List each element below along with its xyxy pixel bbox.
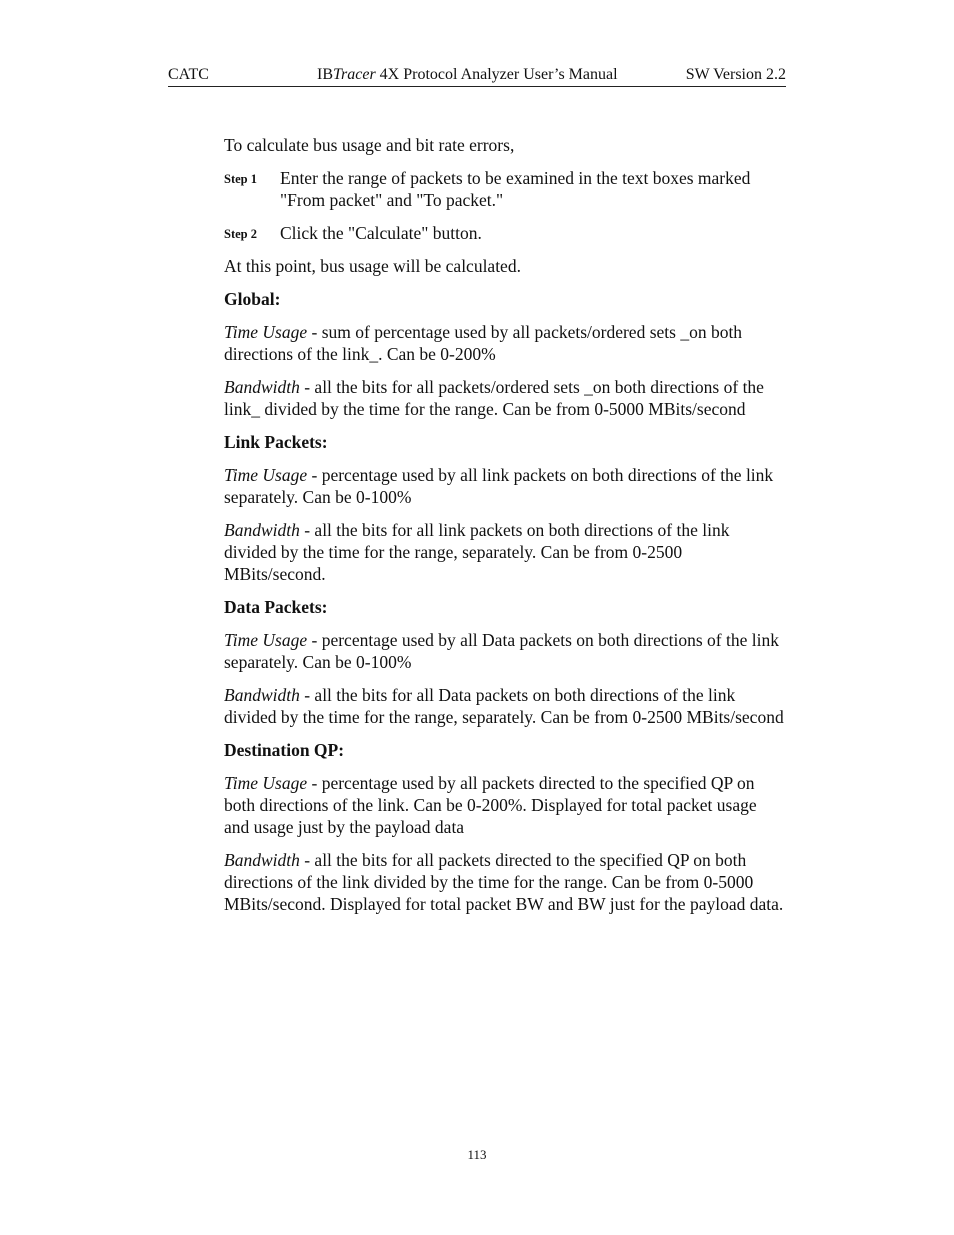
definition-term: Time Usage [224, 630, 308, 650]
header-title-italic: Tracer [333, 66, 376, 83]
section-heading-data-packets: Data Packets: [224, 597, 328, 617]
definition-text: - all the bits for all Data packets on both directions of the link divided by the time for the range, separately. Can be from 0-2500 MBits/second [224, 685, 784, 727]
step-item [224, 222, 786, 244]
header-title [317, 64, 618, 86]
step-text: Enter the range of packets to be examined in the text boxes marked "From packet" and "To packet." [280, 168, 751, 210]
header-company: CATC [168, 66, 209, 83]
definition-paragraph [224, 849, 786, 915]
header-title-suffix: 4X Protocol Analyzer User’s Manual [375, 66, 618, 83]
definition-text: - sum of percentage used by all packets/ordered sets _on both directions of the link_. Can be 0-200% [224, 322, 743, 364]
definition-text: - percentage used by all packets directed to the specified QP on both directions of the link. Can be 0-200%. Displayed for total packet usage and usage just by the payload data [224, 773, 757, 837]
definition-text: - percentage used by all link packets on both directions of the link separately. Can be 0-100% [224, 465, 774, 507]
definition-paragraph [224, 464, 786, 508]
step-item [224, 167, 786, 211]
definition-term: Bandwidth [224, 685, 300, 705]
step-label: Step 2 [224, 227, 257, 241]
intro-text: To calculate bus usage and bit rate errors, [224, 135, 515, 155]
header-version: SW Version 2.2 [685, 66, 786, 83]
header-title-prefix: IB [317, 66, 333, 83]
definition-text: - percentage used by all Data packets on both directions of the link separately. Can be 0-100% [224, 630, 779, 672]
definition-term: Time Usage [224, 465, 308, 485]
page-header [168, 64, 786, 87]
after-steps-text: At this point, bus usage will be calculated. [224, 256, 521, 276]
definition-text: - all the bits for all link packets on both directions of the link divided by the time for the range, separately. Can be from 0-2500 MBits/second. [224, 520, 730, 584]
definition-paragraph [224, 684, 786, 728]
definition-paragraph [224, 321, 786, 365]
section-heading-link-packets: Link Packets: [224, 432, 328, 452]
definition-term: Time Usage [224, 322, 308, 342]
definition-text: - all the bits for all packets directed to the specified QP on both directions of the link divided by the time for the range. Can be from 0-5000 MBits/second. Displayed for total packet BW and BW just for the payload data. [224, 850, 784, 914]
definition-term: Bandwidth [224, 377, 300, 397]
section-heading-destination-qp: Destination QP: [224, 740, 345, 760]
definition-paragraph [224, 772, 786, 838]
step-label: Step 1 [224, 172, 257, 186]
page-number: 113 [467, 1147, 487, 1162]
definition-term: Bandwidth [224, 850, 300, 870]
definition-term: Bandwidth [224, 520, 300, 540]
definition-text: - all the bits for all packets/ordered sets _on both directions of the link_ divided by the time for the range. Can be from 0-5000 MBits/second [224, 377, 764, 419]
section-heading-global: Global: [224, 289, 281, 309]
step-text: Click the "Calculate" button. [280, 223, 482, 243]
definition-paragraph [224, 376, 786, 420]
definition-paragraph [224, 519, 786, 585]
page-content [224, 134, 786, 926]
definition-paragraph [224, 629, 786, 673]
definition-term: Time Usage [224, 773, 308, 793]
